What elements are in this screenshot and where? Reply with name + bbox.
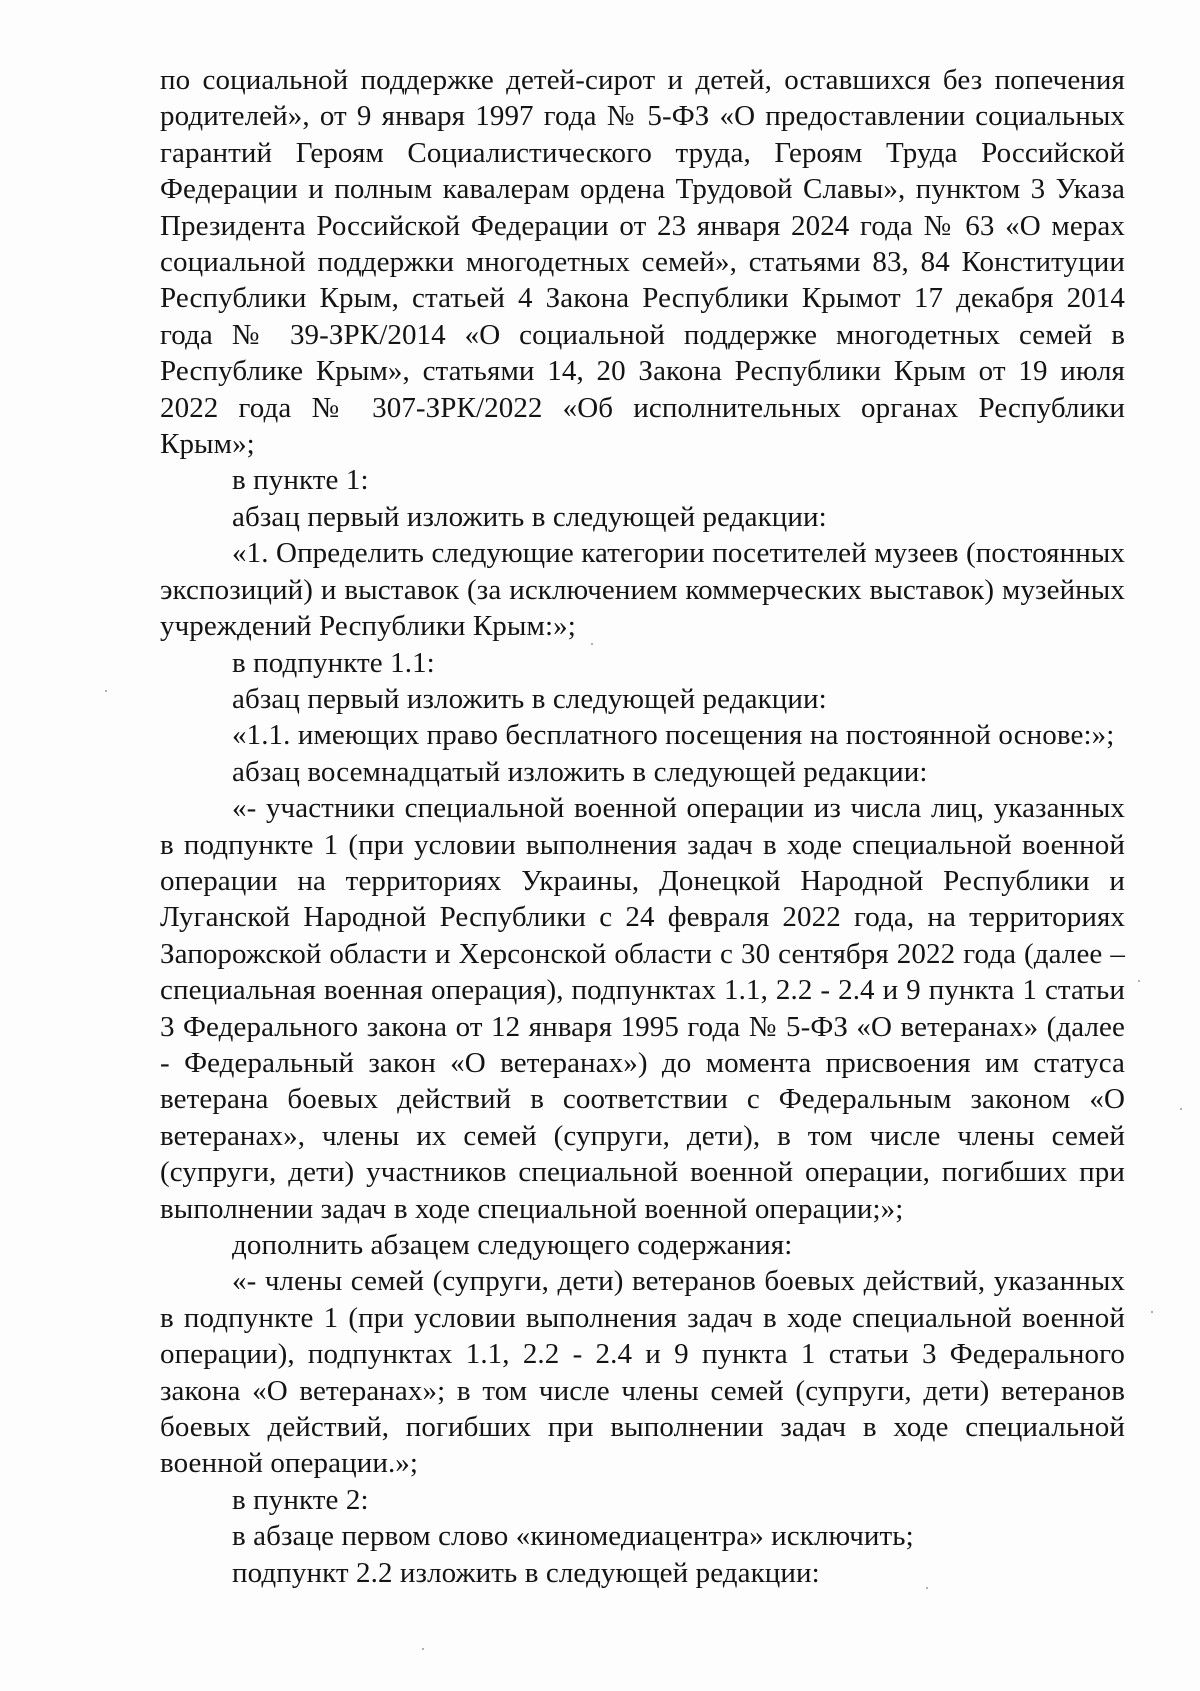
paragraph-instruction: абзац первый изложить в следующей редакции: <box>232 500 827 533</box>
paragraph-quoted-text: «1. Определить следующие категории посетителей музеев (постоянных экспозиций) и выставок (за исключением коммерческих выставок) музейных учреждений Республики Крым:»; <box>160 537 1125 643</box>
paragraph-item-1: в пункте 1: <box>232 464 369 497</box>
paragraph-instruction: дополнить абзацем следующего содержания: <box>232 1229 793 1261</box>
paragraph-legal-basis: по социальной поддержке детей-сирот и детей, оставшихся без попечения родителей», от 9 января 1997 года № 5-ФЗ «О предоставлении социальных гарантий Героям Социалистического труда, Героям Труда Российской Федерации и полным кавалерам ордена Трудовой Славы», пунктом 3 Указа Президента Российской Федерации от 23 января 2024 года № 63 «О мерах социальной поддержки многодетных семей», статьями 83, 84 Конституции Республики Крым, статьей 4 Закона Республики Крымот 17 декабря 2014 года № 39-ЗРК/2014 «О социальной поддержке многодетных семей в Республике Крым», статьями 14, 20 Закона Республики Крым от 19 июля 2022 года № 307-ЗРК/2022 «Об исполнительных органах Республики Крым»; <box>160 64 1125 461</box>
paragraph-quoted-text: «1.1. имеющих право бесплатного посещения на постоянной основе:»; <box>232 719 1115 752</box>
paragraph-instruction: абзац восемнадцатый изложить в следующей редакции: <box>232 755 928 788</box>
paragraph-quoted-text: «- участники специальной военной операции из числа лиц, указанных в подпункте 1 (при условии выполнения задач в ходе специальной военной операции на территориях Украины, Донецкой Народной Республики и Луганской Народной Республики с 24 февраля 2022 года, на территориях Запорожской области и Херсонской области с 30 сентября 2022 года (далее – специальная военная операция), подпунктах 1.1, 2.2 - 2.4 и 9 пункта 1 статьи 3 Федерального закона от 12 января 1995 года № 5-ФЗ «О ветеранах» (далее - Федеральный закон «О ветеранах») до момента присвоения им статуса ветерана боевых действий в соответствии с Федеральным законом «О ветеранах», члены их семей (супруги, дети), в том числе члены семей (супруги, дети) участников специальной военной операции, погибших при выполнении задач в ходе специальной военной операции;»; <box>160 792 1125 1225</box>
paragraph-instruction: абзац первый изложить в следующей редакции: <box>232 682 827 715</box>
document-body <box>160 62 1125 1591</box>
paragraph-quoted-text: «- члены семей (супруги, дети) ветеранов боевых действий, указанных в подпункте 1 (при условии выполнения задач в ходе специальной военной операции), подпунктах 1.1, 2.2 - 2.4 и 9 пункта 1 статьи 3 Федерального закона «О ветеранах»; в том числе члены семей (супруги, дети) ветеранов боевых действий, погибших при выполнении задач в ходе специальной военной операции.»; <box>160 1265 1125 1480</box>
paragraph-item-2: в пункте 2: <box>232 1483 369 1516</box>
paragraph-instruction: подпункт 2.2 изложить в следующей редакции: <box>232 1556 820 1589</box>
paragraph-instruction: в абзаце первом слово «киномедиацентра» исключить; <box>232 1520 914 1553</box>
paragraph-subitem-1-1: в подпункте 1.1: <box>232 646 435 679</box>
